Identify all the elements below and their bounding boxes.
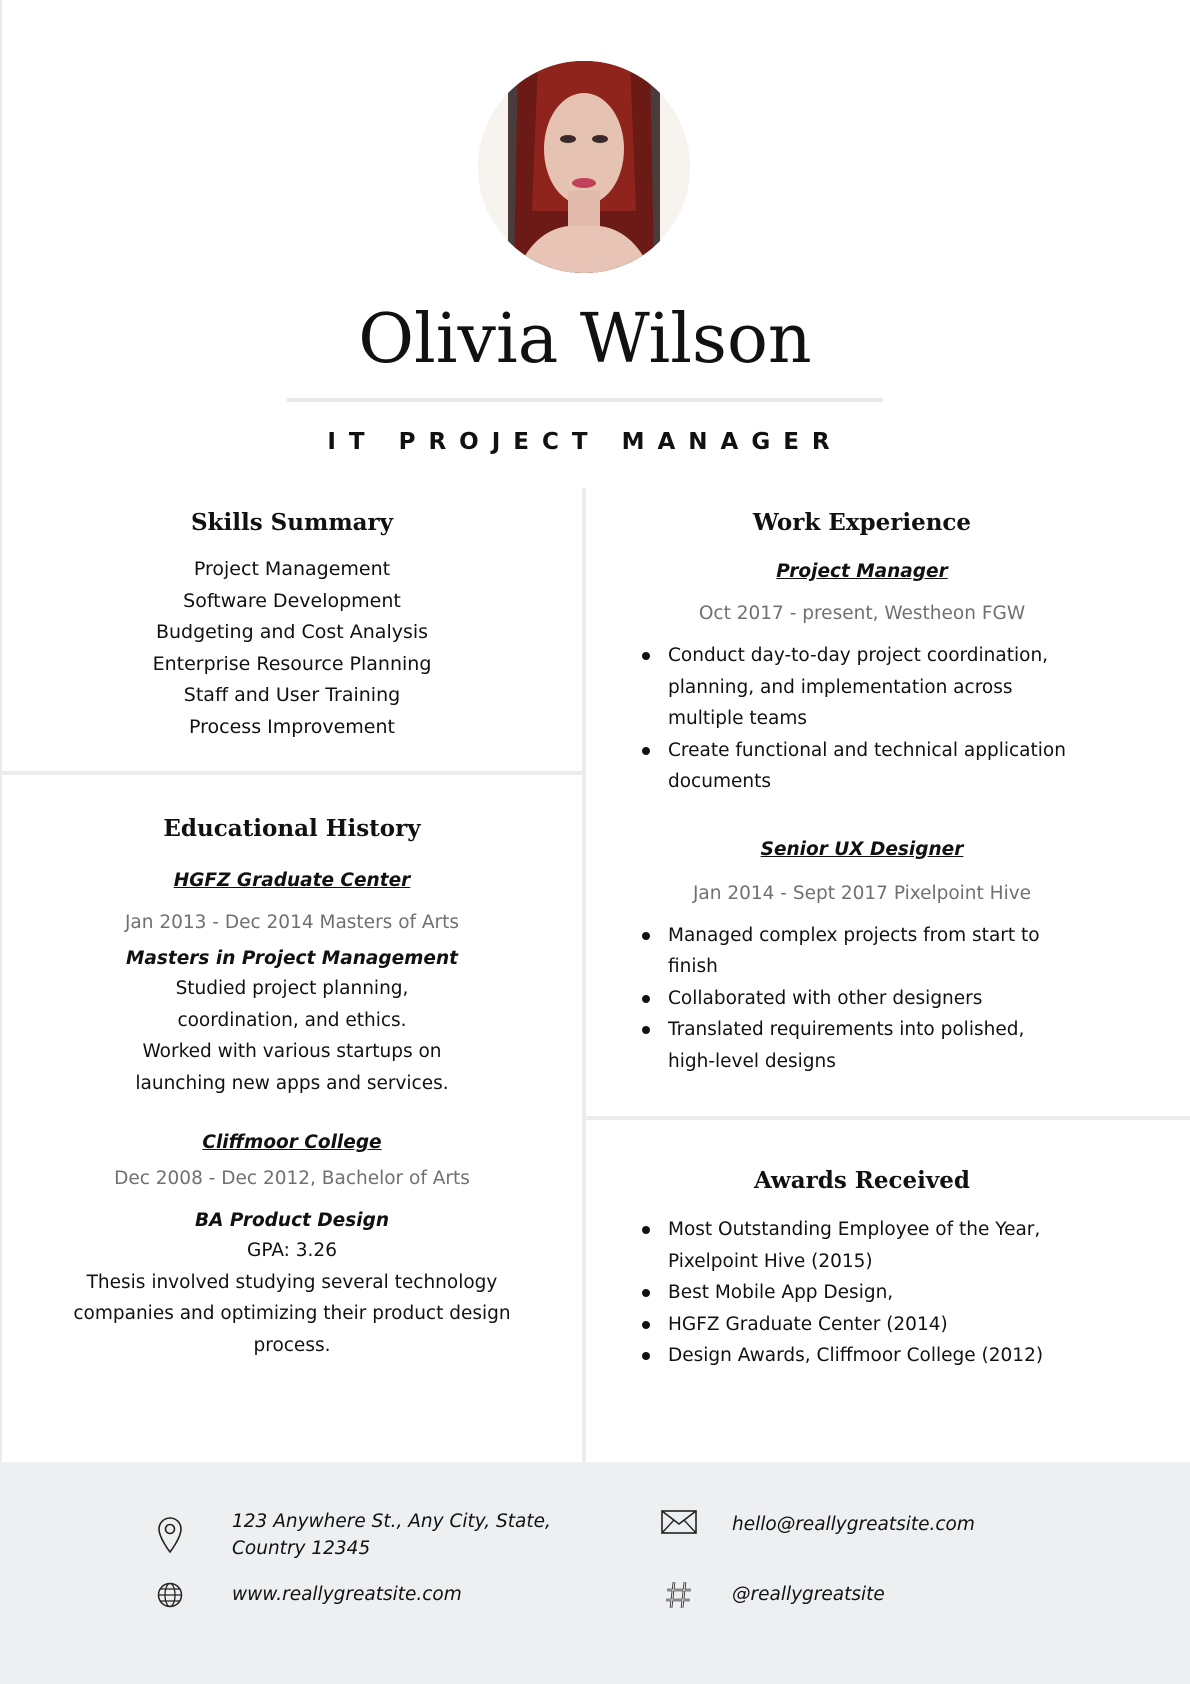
job-bullet: Conduct day-to-day project coordination, planning, and implementation across multiple teams	[642, 640, 1072, 735]
award-item: Best Mobile App Design,	[642, 1277, 1072, 1309]
address-line: Country 12345	[232, 1538, 371, 1559]
website-link[interactable]: www.reallygreatsite.com	[232, 1584, 462, 1605]
skill-item: Budgeting and Cost Analysis	[155, 621, 429, 643]
skill-item: Software Development	[183, 589, 401, 612]
skill-item: Project Management	[193, 558, 391, 580]
job-dates: Jan 2014 - Sept 2017 Pixelpoint Hive	[692, 882, 1032, 904]
skill-item: Enterprise Resource Planning	[152, 652, 432, 675]
awards-section	[586, 1166, 1138, 1372]
job-bullets	[642, 920, 1072, 1078]
award-item: Most Outstanding Employee of the Year, Pixelpoint Hive (2015)	[642, 1214, 1072, 1277]
education-heading: Educational History	[163, 815, 421, 842]
work-heading: Work Experience	[752, 509, 972, 536]
skills-divider	[2, 771, 582, 775]
skill-item: Staff and User Training	[183, 684, 401, 706]
education-detail: process.	[253, 1334, 331, 1356]
awards-heading: Awards Received	[754, 1167, 970, 1194]
work-section	[586, 508, 1138, 1077]
award-item: Design Awards, Cliffmoor College (2012)	[642, 1340, 1072, 1372]
job-role-link[interactable]: Project Manager	[776, 561, 948, 582]
job-role-link[interactable]: Senior UX Designer	[760, 838, 964, 860]
education-detail: GPA: 3.26	[247, 1240, 337, 1261]
name-divider	[287, 398, 883, 402]
job-title: IT PROJECT MANAGER	[327, 429, 843, 455]
job-dates: Oct 2017 - present, Westheon FGW	[698, 603, 1026, 624]
skills-section	[2, 508, 582, 743]
education-detail: launching new apps and services.	[135, 1072, 449, 1094]
social-handle[interactable]: @reallygreatsite	[732, 1584, 885, 1605]
job-bullet: Collaborated with other designers	[642, 983, 1072, 1015]
education-detail: companies and optimizing their product design	[73, 1303, 511, 1324]
skills-list	[2, 554, 582, 743]
education-detail: Studied project planning,	[175, 978, 409, 999]
job-bullet: Translated requirements into polished, high-level designs	[642, 1014, 1072, 1077]
work-divider	[586, 1116, 1190, 1120]
hashtag-icon	[665, 1580, 693, 1614]
education-detail: Thesis involved studying several technology	[86, 1271, 498, 1293]
skills-heading: Skills Summary	[190, 509, 394, 536]
degree-title: Masters in Project Management	[126, 948, 458, 969]
envelope-icon	[661, 1510, 697, 1538]
award-item: HGFZ Graduate Center (2014)	[642, 1309, 1072, 1341]
job-bullet: Create functional and technical application documents	[642, 735, 1072, 798]
degree-title: BA Product Design	[194, 1210, 389, 1231]
education-entry	[2, 867, 582, 1099]
education-section	[2, 814, 582, 1361]
school-link[interactable]: Cliffmoor College	[202, 1132, 382, 1153]
job-entry	[586, 836, 1138, 1078]
education-dates: Jan 2013 - Dec 2014 Masters of Arts	[124, 912, 460, 933]
candidate-name: Olivia Wilson	[358, 300, 812, 379]
profile-photo	[478, 61, 690, 273]
globe-icon	[157, 1582, 183, 1612]
skill-item: Process Improvement	[189, 715, 395, 738]
job-entry	[586, 558, 1138, 798]
address	[232, 1508, 551, 1562]
school-link[interactable]: HGFZ Graduate Center	[173, 870, 411, 891]
awards-list	[642, 1214, 1072, 1372]
contact-footer	[0, 1462, 1190, 1684]
email-link[interactable]: hello@reallygreatsite.com	[732, 1514, 975, 1535]
education-detail: coordination, and ethics.	[177, 1009, 407, 1031]
portrait-illustration	[478, 61, 690, 273]
education-dates: Dec 2008 - Dec 2012, Bachelor of Arts	[114, 1168, 470, 1189]
address-line: 123 Anywhere St., Any City, State,	[232, 1511, 551, 1532]
location-pin-icon	[156, 1516, 184, 1558]
job-bullet: Managed complex projects from start to finish	[642, 920, 1072, 983]
education-entry	[2, 1129, 582, 1361]
job-bullets	[642, 640, 1072, 798]
education-detail: Worked with various startups on	[142, 1041, 442, 1062]
